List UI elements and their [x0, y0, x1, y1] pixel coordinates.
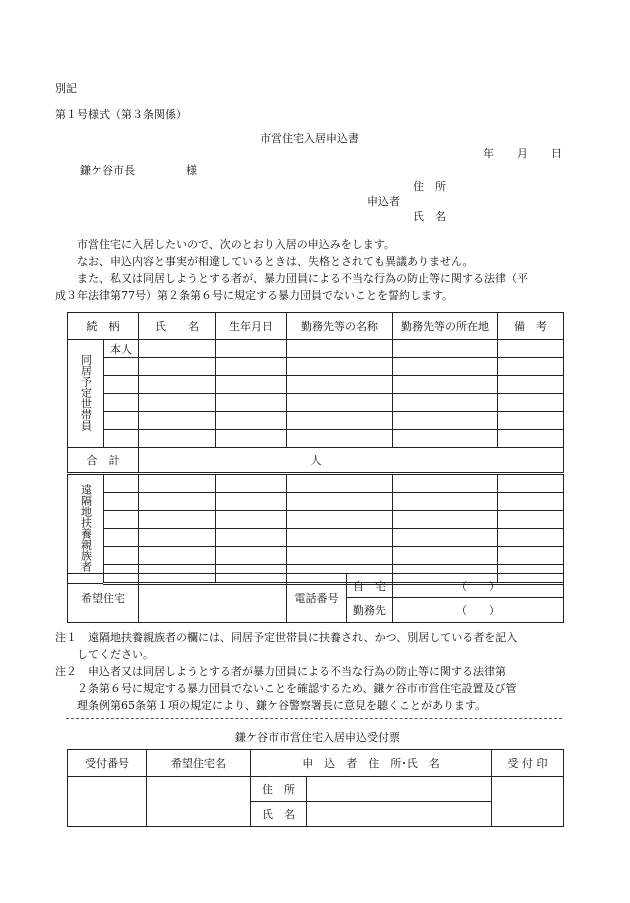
dependent-workplace-field[interactable]	[287, 493, 393, 511]
household-workaddr-field[interactable]	[393, 394, 498, 412]
dependent-remarks-field[interactable]	[498, 529, 564, 547]
dependent-workplace-field[interactable]	[287, 474, 393, 493]
total-unit: 人	[310, 454, 322, 467]
appendix-label: 別記	[55, 82, 77, 95]
dependent-name-field[interactable]	[139, 511, 216, 529]
household-remarks-field[interactable]	[498, 412, 564, 430]
household-workplace-field[interactable]	[287, 412, 393, 430]
note-2-text-cont: 理条例第65条第１項の規定により、鎌ケ谷警察署長に意見を聴くことがあります。	[77, 699, 487, 712]
receipt-stamp-field[interactable]	[492, 777, 564, 827]
receipt-table	[67, 749, 564, 827]
household-birthdate-field[interactable]	[216, 358, 287, 376]
dependent-workaddr-field[interactable]	[393, 547, 498, 565]
household-remarks-field[interactable]	[498, 376, 564, 394]
household-workplace-field[interactable]	[287, 340, 393, 358]
header-name: 氏 名	[139, 313, 216, 340]
header-relationship: 続 柄	[68, 313, 139, 340]
form-number: 第１号様式（第３条関係）	[55, 108, 187, 121]
addressee: 鎌ケ谷市長	[80, 164, 135, 177]
receipt-number-header: 受付番号	[68, 750, 147, 777]
dependent-name-field[interactable]	[139, 474, 216, 493]
dependent-birthdate-field[interactable]	[216, 474, 287, 493]
note-1-text: 遠隔地扶養親族者の欄には、同居予定世帯員に扶養され、かつ、別居している者を記入	[88, 631, 518, 644]
relationship-field[interactable]	[104, 547, 139, 565]
dependent-name-field[interactable]	[139, 493, 216, 511]
household-remarks-field[interactable]	[498, 394, 564, 412]
dependent-workaddr-field[interactable]	[393, 529, 498, 547]
receipt-house-field[interactable]	[147, 777, 251, 827]
dependent-remarks-field[interactable]	[498, 547, 564, 565]
relationship-field[interactable]	[104, 529, 139, 547]
household-label: 同居予定世帯員	[79, 353, 93, 431]
household-workaddr-field[interactable]	[393, 412, 498, 430]
home-phone-label: 自 宅	[347, 574, 393, 598]
header-workplace-name: 勤務先等の名称	[287, 313, 393, 340]
statement	[55, 236, 575, 304]
work-phone-paren: （ ）	[456, 604, 500, 617]
household-remarks-field[interactable]	[498, 340, 564, 358]
total-label: 合 計	[68, 448, 139, 474]
receipt-house-header: 希望住宅名	[147, 750, 251, 777]
receipt-address-field[interactable]	[307, 777, 492, 802]
total-cell[interactable]	[139, 448, 564, 474]
desired-house-label: 希望住宅	[68, 574, 139, 623]
receipt-title: 鎌ケ谷市市営住宅入居申込受付票	[235, 731, 400, 744]
note-1-text-cont: してください。	[77, 648, 154, 661]
desired-house-field[interactable]	[139, 574, 287, 623]
home-phone-field[interactable]	[393, 574, 564, 598]
contact-table	[67, 573, 564, 623]
dependent-workaddr-field[interactable]	[393, 493, 498, 511]
header-remarks: 備 考	[498, 313, 564, 340]
household-remarks-field[interactable]	[498, 430, 564, 448]
date-day: 日	[551, 147, 562, 160]
note-1	[55, 629, 575, 663]
relationship-field[interactable]	[104, 493, 139, 511]
dependent-remarks-field[interactable]	[498, 474, 564, 493]
dependent-workaddr-field[interactable]	[393, 474, 498, 493]
note-1-mark: 注１	[55, 631, 77, 644]
household-birthdate-field[interactable]	[216, 376, 287, 394]
dependent-birthdate-field[interactable]	[216, 493, 287, 511]
household-name-field[interactable]	[139, 376, 216, 394]
statement-line: なお、申込内容と事実が相違しているときは、失格とされても異議ありません。	[77, 255, 474, 268]
household-name-field[interactable]	[139, 430, 216, 448]
header-birthdate: 生年月日	[216, 313, 287, 340]
relationship-field[interactable]	[104, 474, 139, 493]
household-name-field[interactable]	[139, 412, 216, 430]
dependent-name-field[interactable]	[139, 529, 216, 547]
dependents-label: 遠隔地扶養親族者	[79, 483, 93, 572]
household-workplace-field[interactable]	[287, 430, 393, 448]
applicant-name-label: 氏 名	[413, 210, 446, 223]
self-label: 本人	[104, 340, 139, 358]
household-name-field[interactable]	[139, 340, 216, 358]
date-month: 月	[517, 147, 528, 160]
household-workplace-field[interactable]	[287, 376, 393, 394]
household-remarks-field[interactable]	[498, 358, 564, 376]
dependent-name-field[interactable]	[139, 547, 216, 565]
note-2-text: 申込者又は同居しようとする者が暴力団員による不当な行為の防止等に関する法律第	[88, 665, 506, 678]
dependent-birthdate-field[interactable]	[216, 511, 287, 529]
dependent-birthdate-field[interactable]	[216, 547, 287, 565]
applicant-label: 申込者	[367, 195, 400, 208]
applicant-address-label: 住 所	[413, 180, 446, 193]
dependent-workplace-field[interactable]	[287, 547, 393, 565]
household-workplace-field[interactable]	[287, 394, 393, 412]
page-title: 市営住宅入居申込書	[260, 132, 359, 145]
application-table	[67, 312, 564, 585]
dependent-birthdate-field[interactable]	[216, 529, 287, 547]
cut-line	[66, 718, 562, 719]
household-workaddr-field[interactable]	[393, 376, 498, 394]
receipt-name-field[interactable]	[307, 802, 492, 827]
header-workplace-address: 勤務先等の所在地	[393, 313, 498, 340]
work-phone-field[interactable]	[393, 598, 564, 623]
dependent-workplace-field[interactable]	[287, 529, 393, 547]
relationship-field[interactable]	[104, 412, 139, 430]
statement-line: 市営住宅に入居したいので、次のとおり入居の申込みをします。	[77, 238, 395, 251]
work-phone-label: 勤務先	[347, 598, 393, 623]
household-label-cell	[68, 340, 104, 448]
dependent-workaddr-field[interactable]	[393, 511, 498, 529]
relationship-field[interactable]	[104, 358, 139, 376]
dependents-label-cell	[68, 474, 104, 584]
dependent-remarks-field[interactable]	[498, 511, 564, 529]
household-workaddr-field[interactable]	[393, 358, 498, 376]
receipt-applicant-header: 申 込 者 住 所･氏 名	[251, 750, 492, 777]
receipt-name-label: 氏 名	[251, 802, 307, 827]
statement-line: 成３年法律第77号）第２条第６号に規定する暴力団員でないことを誓約します。	[55, 289, 454, 302]
receipt-address-label: 住 所	[251, 777, 307, 802]
household-name-field[interactable]	[139, 394, 216, 412]
receipt-number-field[interactable]	[68, 777, 147, 827]
household-birthdate-field[interactable]	[216, 430, 287, 448]
note-2	[55, 663, 575, 714]
statement-line: また、私又は同居しようとする者が、暴力団員による不当な行為の防止等に関する法律（平	[77, 272, 528, 285]
dependent-remarks-field[interactable]	[498, 493, 564, 511]
household-workaddr-field[interactable]	[393, 430, 498, 448]
home-phone-paren: （ ）	[456, 579, 500, 593]
relationship-field[interactable]	[104, 376, 139, 394]
household-birthdate-field[interactable]	[216, 340, 287, 358]
household-workaddr-field[interactable]	[393, 340, 498, 358]
honorific: 様	[186, 164, 197, 177]
relationship-field[interactable]	[104, 394, 139, 412]
relationship-field[interactable]	[104, 430, 139, 448]
relationship-field[interactable]	[104, 511, 139, 529]
household-birthdate-field[interactable]	[216, 394, 287, 412]
note-2-mark: 注２	[55, 665, 77, 678]
receipt-stamp-header: 受 付 印	[492, 750, 564, 777]
phone-label: 電話番号	[287, 574, 347, 623]
dependent-workplace-field[interactable]	[287, 511, 393, 529]
household-birthdate-field[interactable]	[216, 412, 287, 430]
household-workplace-field[interactable]	[287, 358, 393, 376]
date-year: 年	[483, 147, 494, 160]
household-name-field[interactable]	[139, 358, 216, 376]
note-2-text-cont: ２条第６号に規定する暴力団員でないことを確認するため、鎌ケ谷市市営住宅設置及び管	[77, 682, 517, 695]
